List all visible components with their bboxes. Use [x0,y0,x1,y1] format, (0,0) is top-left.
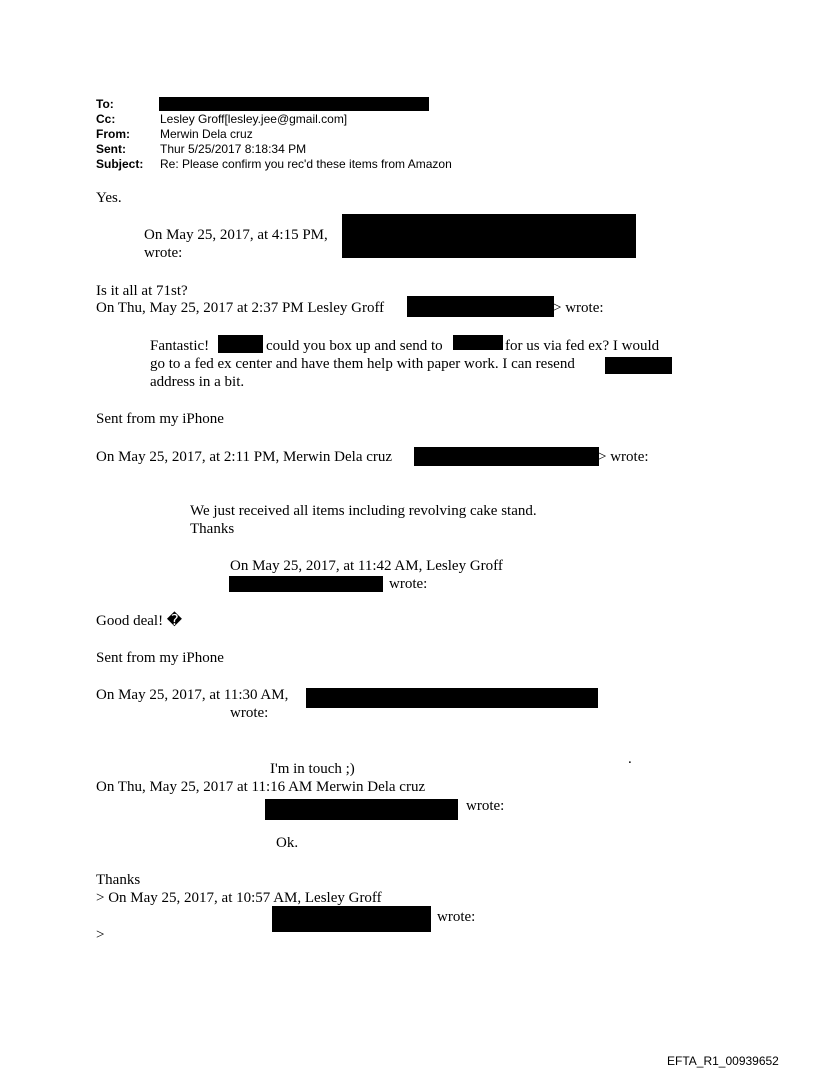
fantastic-line2: go to a fed ex center and have them help with paper work. I can resend [150,356,575,372]
sent-label: Sent: [96,142,126,156]
received-line2: Thanks [190,521,235,537]
cc-value: Lesley Groff[lesley.jee@gmail.com] [160,112,348,126]
redaction-quote-4-15 [342,214,636,258]
quote-4-15-line2: wrote: [144,245,183,261]
sent-from-iphone-2: Sent from my iPhone [96,650,224,666]
fantastic-text-b: could you box up and send to [266,338,443,354]
redaction-10-57-email [272,906,431,932]
quote-11-30-line1: On May 25, 2017, at 11:30 AM, [96,687,289,703]
quote-10-57-wrote: wrote: [437,909,476,925]
quote-11-42-line1: On May 25, 2017, at 11:42 AM, Lesley Groff [230,558,503,574]
quote-11-16-line: On Thu, May 25, 2017 at 11:16 AM Merwin Dela cruz [96,779,426,795]
fantastic-line3: address in a bit. [150,374,245,390]
redaction-to [159,97,429,111]
redaction-2-37-email [407,296,554,317]
subject-label: Subject: [96,157,144,171]
subject-value: Re: Please confirm you rec'd these items from Amazon [160,157,452,171]
document-id: EFTA_R1_00939652 [667,1054,779,1068]
fantastic-text-c: for us via fed ex? I would [505,338,660,354]
redaction-fantastic-recipient [453,335,503,350]
quote-2-37-line: On Thu, May 25, 2017 at 2:37 PM Lesley Groff [96,300,385,316]
redaction-11-16-email [265,799,458,820]
to-label: To: [96,97,114,111]
in-touch: I'm in touch ;) [270,761,355,777]
fantastic-text-a: Fantastic! [150,338,210,354]
redaction-fantastic-address [605,357,672,374]
quote-4-15-line1: On May 25, 2017, at 4:15 PM, [144,227,328,243]
reply-ok: Ok. [276,835,299,851]
quote-11-30-line2: wrote: [230,705,269,721]
quote-2-11-line: On May 25, 2017, at 2:11 PM, Merwin Dela cruz [96,449,393,465]
stray-dot: . [628,751,632,767]
question-71st: Is it all at 71st? [96,283,188,299]
from-value: Merwin Dela cruz [160,127,253,141]
quote-2-11-wrote: > wrote: [598,449,649,465]
redaction-11-30-sender [306,688,598,708]
quote-11-42-line2: wrote: [389,576,428,592]
reply-thanks: Thanks [96,872,141,888]
quote-marker: > [96,927,105,943]
received-line1: We just received all items including revolving cake stand. [190,503,537,519]
quote-11-16-wrote: wrote: [466,798,505,814]
redaction-fantastic-name [218,335,263,353]
sent-from-iphone-1: Sent from my iPhone [96,411,224,427]
quote-10-57-line: > On May 25, 2017, at 10:57 AM, Lesley Groff [96,890,382,906]
sent-value: Thur 5/25/2017 8:18:34 PM [160,142,307,156]
good-deal: Good deal! � [96,613,183,629]
redaction-2-11-email [414,447,599,466]
quote-2-37-wrote: > wrote: [553,300,604,316]
redaction-11-42-email [229,576,383,592]
reply-yes: Yes. [96,190,122,206]
cc-label: Cc: [96,112,116,126]
from-label: From: [96,127,130,141]
